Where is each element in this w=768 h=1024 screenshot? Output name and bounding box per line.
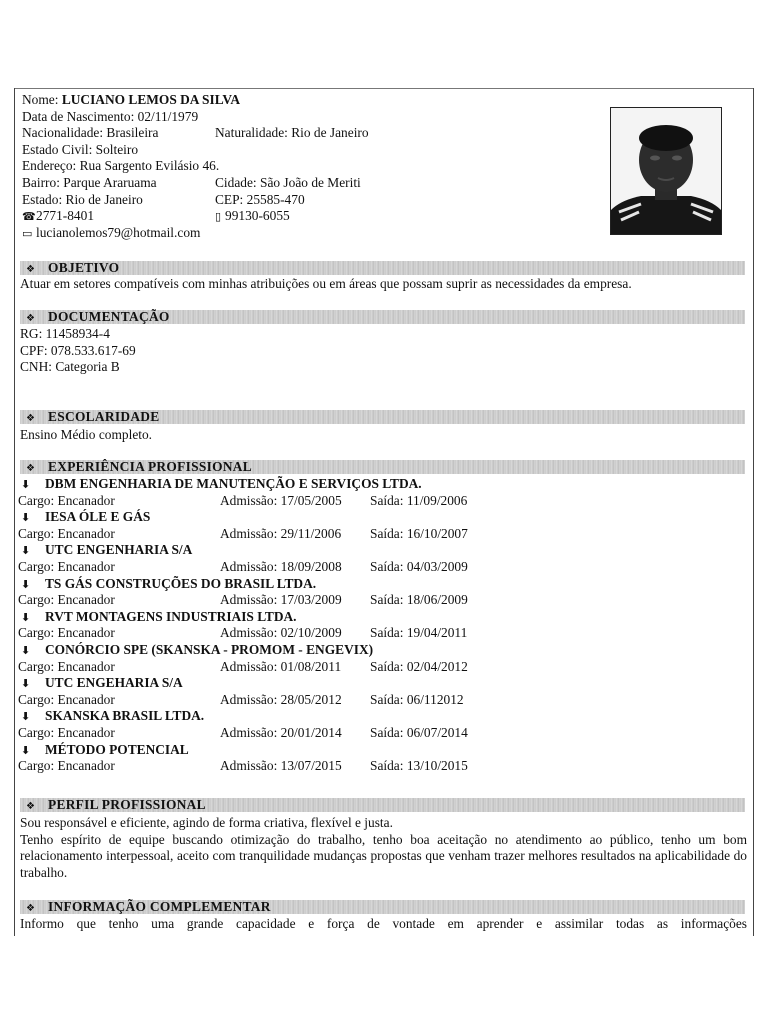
profile-photo bbox=[610, 107, 722, 235]
job-entry bbox=[18, 742, 745, 775]
company-name: SKANSKA BRASIL LTDA. bbox=[45, 708, 205, 724]
cnh: CNH: Categoria B bbox=[20, 359, 120, 375]
person-photo-image bbox=[611, 108, 721, 234]
escolaridade-text: Ensino Médio completo. bbox=[20, 427, 153, 442]
job-role: Cargo: Encanador bbox=[18, 592, 115, 608]
job-entry bbox=[18, 708, 745, 741]
nationality-line bbox=[22, 125, 582, 142]
perfil-line-1: Sou responsável e eficiente, agindo de forma criativa, flexível e justa. bbox=[20, 815, 393, 830]
job-role: Cargo: Encanador bbox=[18, 525, 115, 541]
job-role: Cargo: Encanador bbox=[18, 724, 115, 740]
cep: CEP: 25585-470 bbox=[215, 191, 305, 207]
diamond-bullet-icon: ❖ bbox=[26, 313, 36, 324]
job-role: Cargo: Encanador bbox=[18, 558, 115, 574]
admission-date: Admissão: 20/01/2014 bbox=[220, 724, 342, 740]
page-right-border bbox=[753, 88, 754, 936]
email-address[interactable]: lucianolemos79@hotmail.com bbox=[36, 224, 201, 240]
down-arrow-icon: ⬇ bbox=[21, 643, 31, 657]
section-title: PERFIL PROFISSIONAL bbox=[48, 797, 206, 812]
down-arrow-icon: ⬇ bbox=[21, 478, 31, 491]
name-label: Nome: bbox=[22, 92, 59, 107]
company-name: RVT MONTAGENS INDUSTRIAIS LTDA. bbox=[45, 608, 297, 624]
district: Bairro: Parque Araruama bbox=[22, 174, 157, 190]
company-name: MÉTODO POTENCIAL bbox=[45, 741, 189, 757]
job-role: Cargo: Encanador bbox=[18, 658, 115, 674]
company-name: IESA ÓLE E GÁS bbox=[45, 509, 151, 525]
personal-info bbox=[22, 92, 582, 241]
section-title: OBJETIVO bbox=[48, 260, 120, 275]
civil-status: Estado Civil: Solteiro bbox=[22, 141, 139, 157]
job-role: Cargo: Encanador bbox=[18, 758, 115, 774]
diamond-bullet-icon: ❖ bbox=[26, 413, 36, 424]
resume-page bbox=[14, 88, 753, 936]
exit-date: Saída: 19/04/2011 bbox=[370, 625, 468, 641]
section-header-escolaridade bbox=[20, 410, 745, 424]
job-entry bbox=[18, 675, 745, 708]
experience-list bbox=[18, 476, 745, 775]
rg: RG: 11458934-4 bbox=[20, 326, 110, 341]
cpf: CPF: 078.533.617-69 bbox=[20, 342, 136, 358]
company-name: CONÓRCIO SPE (SKANSKA - PROMOM - ENGEVIX) bbox=[45, 641, 374, 657]
exit-date: Saída: 18/06/2009 bbox=[370, 592, 468, 608]
job-role: Cargo: Encanador bbox=[18, 691, 115, 707]
company-name: DBM ENGENHARIA DE MANUTENÇÃO E SERVIÇOS LTDA. bbox=[45, 476, 422, 491]
phone-line bbox=[22, 208, 582, 225]
down-arrow-icon: ⬇ bbox=[21, 544, 31, 558]
section-title: ESCOLARIDADE bbox=[48, 409, 160, 424]
nationality: Nacionalidade: Brasileira bbox=[22, 125, 159, 141]
computer-icon: ▭ bbox=[22, 226, 33, 240]
company-name: UTC ENGENHARIA S/A bbox=[45, 542, 193, 558]
exit-date: Saída: 06/112012 bbox=[370, 691, 464, 707]
perfil-block bbox=[20, 815, 747, 881]
documentacao-block bbox=[20, 326, 747, 376]
section-header-documentacao bbox=[20, 310, 745, 324]
admission-date: Admissão: 01/08/2011 bbox=[220, 658, 342, 674]
section-title: DOCUMENTAÇÃO bbox=[48, 309, 170, 324]
admission-date: Admissão: 02/10/2009 bbox=[220, 625, 342, 641]
job-entry bbox=[18, 642, 745, 675]
mobile-block bbox=[215, 208, 290, 226]
job-entry bbox=[18, 576, 745, 609]
job-role: Cargo: Encanador bbox=[18, 625, 115, 641]
phone-number: 2771-8401 bbox=[36, 208, 95, 224]
diamond-bullet-icon: ❖ bbox=[26, 463, 36, 474]
district-line bbox=[22, 175, 582, 192]
company-name: UTC ENGEHARIA S/A bbox=[45, 675, 183, 691]
job-entry bbox=[18, 542, 745, 575]
section-title: INFORMAÇÃO COMPLEMENTAR bbox=[48, 899, 271, 914]
exit-date: Saída: 16/10/2007 bbox=[370, 525, 468, 541]
full-name: LUCIANO LEMOS DA SILVA bbox=[61, 92, 241, 107]
job-role: Cargo: Encanador bbox=[18, 492, 115, 508]
job-entry bbox=[18, 509, 745, 542]
address: Endereço: Rua Sargento Evilásio 46. bbox=[22, 158, 220, 174]
admission-date: Admissão: 18/09/2008 bbox=[220, 558, 342, 574]
city: Cidade: São João de Meriti bbox=[215, 174, 361, 190]
admission-date: Admissão: 17/05/2005 bbox=[220, 492, 342, 508]
down-arrow-icon: ⬇ bbox=[21, 710, 31, 724]
perfil-paragraph: Tenho espírito de equipe buscando otimização do trabalho, tenho boa aceitação no atendimento ao público, tenho um bom relacionamento interpessoal, aceito com tranquilidade mudanças propostas que venham trazer melhores resultados na aplicabilidade do trabalho. bbox=[20, 831, 747, 880]
down-arrow-icon: ⬇ bbox=[21, 677, 31, 691]
down-arrow-icon: ⬇ bbox=[21, 610, 31, 624]
section-title: EXPERIÊNCIA PROFISSIONAL bbox=[48, 459, 253, 474]
exit-date: Saída: 11/09/2006 bbox=[370, 492, 468, 508]
exit-date: Saída: 06/07/2014 bbox=[370, 724, 468, 740]
section-header-experiencia bbox=[20, 460, 745, 474]
admission-date: Admissão: 17/03/2009 bbox=[220, 592, 342, 608]
section-header-complementar bbox=[20, 900, 745, 914]
telephone-icon: ☎ bbox=[22, 210, 36, 224]
company-name: TS GÁS CONSTRUÇÕES DO BRASIL LTDA. bbox=[45, 575, 317, 591]
complementar-text: Informo que tenho uma grande capacidade e força de vontade em aprender e assimilar todas as informações bbox=[20, 916, 747, 931]
exit-date: Saída: 04/03/2009 bbox=[370, 558, 468, 574]
diamond-bullet-icon: ❖ bbox=[26, 801, 36, 812]
email-line bbox=[22, 225, 582, 242]
admission-date: Admissão: 28/05/2012 bbox=[220, 691, 342, 707]
exit-date: Saída: 02/04/2012 bbox=[370, 658, 468, 674]
mobile-phone-icon: ▯ bbox=[215, 210, 222, 224]
state-line bbox=[22, 192, 582, 209]
job-entry bbox=[18, 609, 745, 642]
diamond-bullet-icon: ❖ bbox=[26, 903, 36, 914]
down-arrow-icon: ⬇ bbox=[21, 743, 31, 757]
section-header-objetivo bbox=[20, 261, 745, 275]
down-arrow-icon: ⬇ bbox=[21, 577, 31, 591]
name-line bbox=[22, 92, 582, 109]
state: Estado: Rio de Janeiro bbox=[22, 191, 143, 207]
job-entry bbox=[18, 476, 745, 509]
down-arrow-icon: ⬇ bbox=[21, 511, 31, 525]
admission-date: Admissão: 29/11/2006 bbox=[220, 525, 342, 541]
section-header-perfil bbox=[20, 798, 745, 812]
exit-date: Saída: 13/10/2015 bbox=[370, 758, 468, 774]
birth-date: Data de Nascimento: 02/11/1979 bbox=[22, 108, 199, 124]
admission-date: Admissão: 13/07/2015 bbox=[220, 758, 342, 774]
mobile-number: 99130-6055 bbox=[225, 208, 290, 224]
diamond-bullet-icon: ❖ bbox=[26, 264, 36, 275]
objetivo-text: Atuar em setores compatíveis com minhas atribuições ou em áreas que possam suprir as necessidades da empresa. bbox=[20, 276, 632, 291]
birthplace: Naturalidade: Rio de Janeiro bbox=[215, 125, 369, 141]
